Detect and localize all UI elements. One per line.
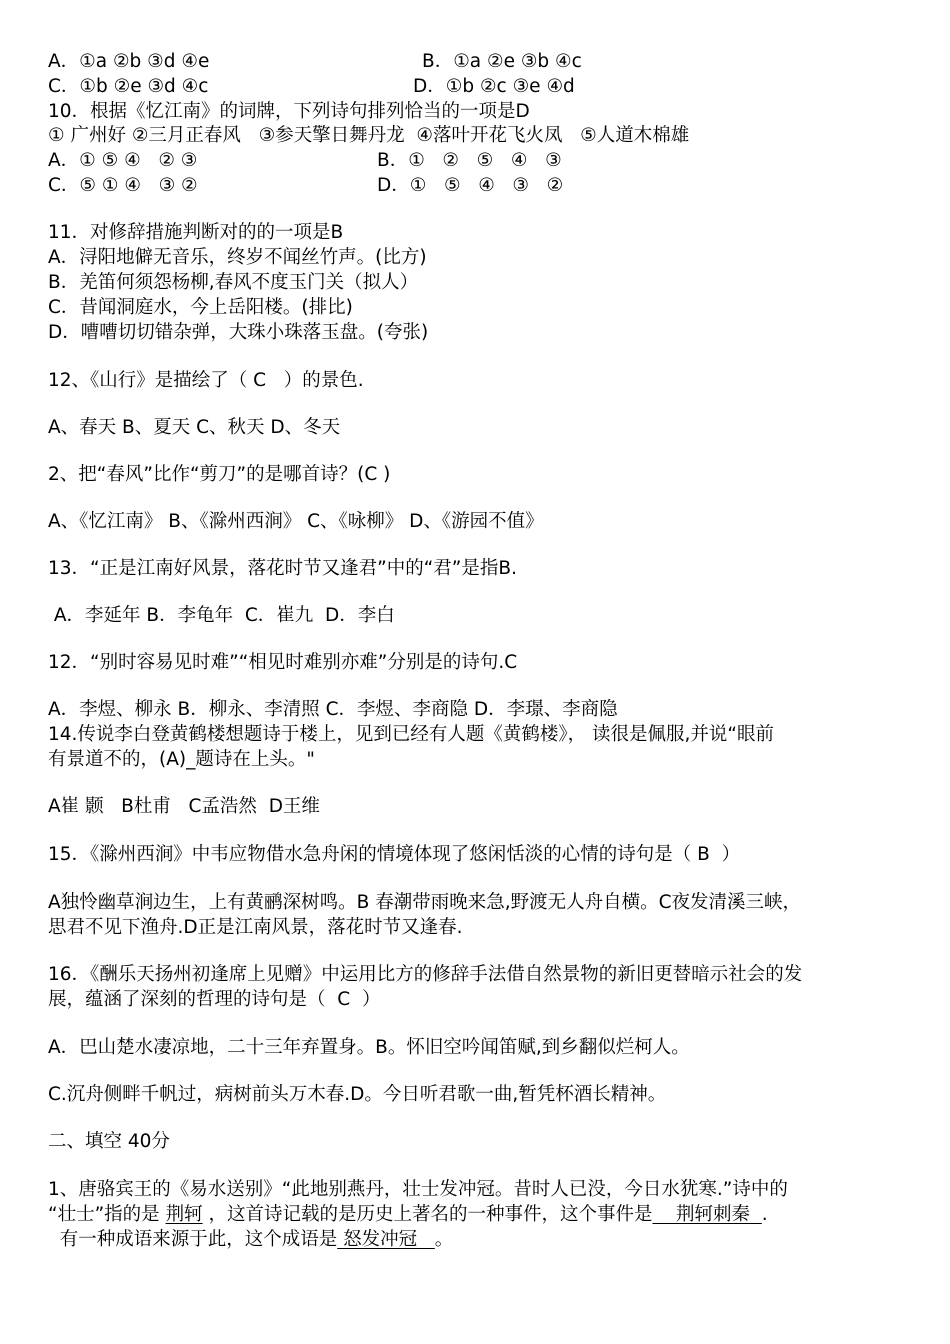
q13-options: A．李延年 B．李龟年 C．崔九 D．李白 (48, 605, 395, 626)
q12a-options: A、春天 B、夏天 C、秋天 D、冬天 (48, 417, 341, 438)
q15-options-line1: A独怜幽草涧边生，上有黄鹂深树鸣。B 春潮带雨晚来急,野渡无人舟自横。C夜发清溪三峡， (48, 892, 802, 913)
fill1-line3-end: 。 (434, 1229, 454, 1250)
q14-line1: 14.传说李白登黄鹤楼想题诗于楼上，见到已经有人题《黄鹤楼》， 读很是佩服,并说“眼前 (48, 724, 775, 745)
q12a-stem: 12、《山行》是描绘了（ C ）的景色. (48, 370, 364, 391)
q10-option-b: B．① ② ⑤ ④ ③ (377, 150, 562, 171)
answer-blank-2: 荆轲刺秦 (652, 1204, 762, 1225)
q11-option-b: B．羌笛何须怨杨柳,春风不度玉门关（拟人） (48, 272, 419, 293)
fill1-line2-text: “壮士”指的是 (48, 1204, 166, 1225)
q13-stem: 13．“正是江南好风景，落花时节又逢君”中的“君”是指B. (48, 558, 517, 579)
q10-option-c: C．⑤ ① ④ ③ ② (48, 175, 198, 196)
q16-line1: 16．《酬乐天扬州初逢席上见赠》中运用比方的修辞手法借自然景物的新旧更替暗示社会的发 (48, 964, 803, 985)
q2-options: A、《忆江南》 B、《滁州西涧》 C、《咏柳》 D、《游园不值》 (48, 511, 544, 532)
q11-option-a: A．浔阳地僻无音乐，终岁不闻丝竹声。(比方) (48, 247, 427, 268)
fill1-line3-text: 有一种成语来源于此，这个成语是 (48, 1229, 338, 1250)
q9-option-c: C．①b ②e ③d ④c (48, 76, 209, 97)
fill1-line1: 1、唐骆宾王的《易水送别》“此地别燕丹，壮士发冲冠。昔时人已没，今日水犹寒.”诗中的 (48, 1179, 788, 1200)
fill1-line3 (48, 1228, 453, 1252)
q12b-stem: 12．“别时容易见时难”“相见时难别亦难”分别是的诗句.C (48, 652, 518, 673)
fill1-line2 (48, 1203, 768, 1227)
q16-line2: 展，蕴涵了深刻的哲理的诗句是（ C ） (48, 989, 381, 1010)
q15-stem: 15．《滁州西涧》中韦应物借水急舟闲的情境体现了悠闲恬淡的心情的诗句是（ B ） (48, 844, 741, 865)
q11-stem: 11．对修辞措施判断对的的一项是B (48, 222, 344, 243)
q12b-options: A．李煜、柳永 B．柳永、李清照 C．李煜、李商隐 D．李璟、李商隐 (48, 699, 618, 720)
q16-options-cd: C.沉舟侧畔千帆过，病树前头万木春.D。今日听君歌一曲,暂凭杯酒长精神。 (48, 1084, 667, 1105)
q10-items: ① 广州好 ②三月正春风 ③参天擎日舞丹龙 ④落叶开花飞火凤 ⑤人道木棉雄 (48, 125, 690, 146)
answer-blank-3: 怒发冲冠 (337, 1229, 435, 1250)
q9-option-b: B．①a ②e ③b ④c (422, 51, 582, 72)
q10-option-a: A．① ⑤ ④ ② ③ (48, 150, 198, 171)
q16-options-ab: A．巴山楚水凄凉地，二十三年弃置身。B。怀旧空吟闻笛赋,到乡翻似烂柯人。 (48, 1037, 690, 1058)
q14-options: A崔 颢 B杜甫 C孟浩然 D王维 (48, 796, 320, 817)
q10-stem: 10．根据《忆江南》的词牌，下列诗句排列恰当的一项是D (48, 101, 530, 122)
q10-option-d: D．① ⑤ ④ ③ ② (377, 175, 564, 196)
fill1-line2-end: . (761, 1204, 768, 1225)
q9-option-d: D．①b ②c ③e ④d (413, 76, 575, 97)
q2-stem: 2、把“春风”比作“剪刀”的是哪首诗？(C ) (48, 464, 391, 485)
q11-option-c: C．昔闻洞庭水，今上岳阳楼。(排比) (48, 297, 353, 318)
answer-blank-1: 荆轲 (165, 1204, 203, 1225)
section-heading: 二、填空 40分 (48, 1131, 170, 1152)
q11-option-d: D．嘈嘈切切错杂弹，大珠小珠落玉盘。(夸张) (48, 322, 429, 343)
fill1-line2-mid: ，这首诗记载的是历史上著名的一种事件，这个事件是 (202, 1204, 653, 1225)
q9-option-a: A．①a ②b ③d ④e (48, 51, 210, 72)
q15-options-line2: 思君不见下渔舟.D正是江南风景，落花时节又逢春. (48, 917, 463, 938)
q14-line2: 有景道不的，(A)_题诗在上头。" (48, 749, 315, 770)
